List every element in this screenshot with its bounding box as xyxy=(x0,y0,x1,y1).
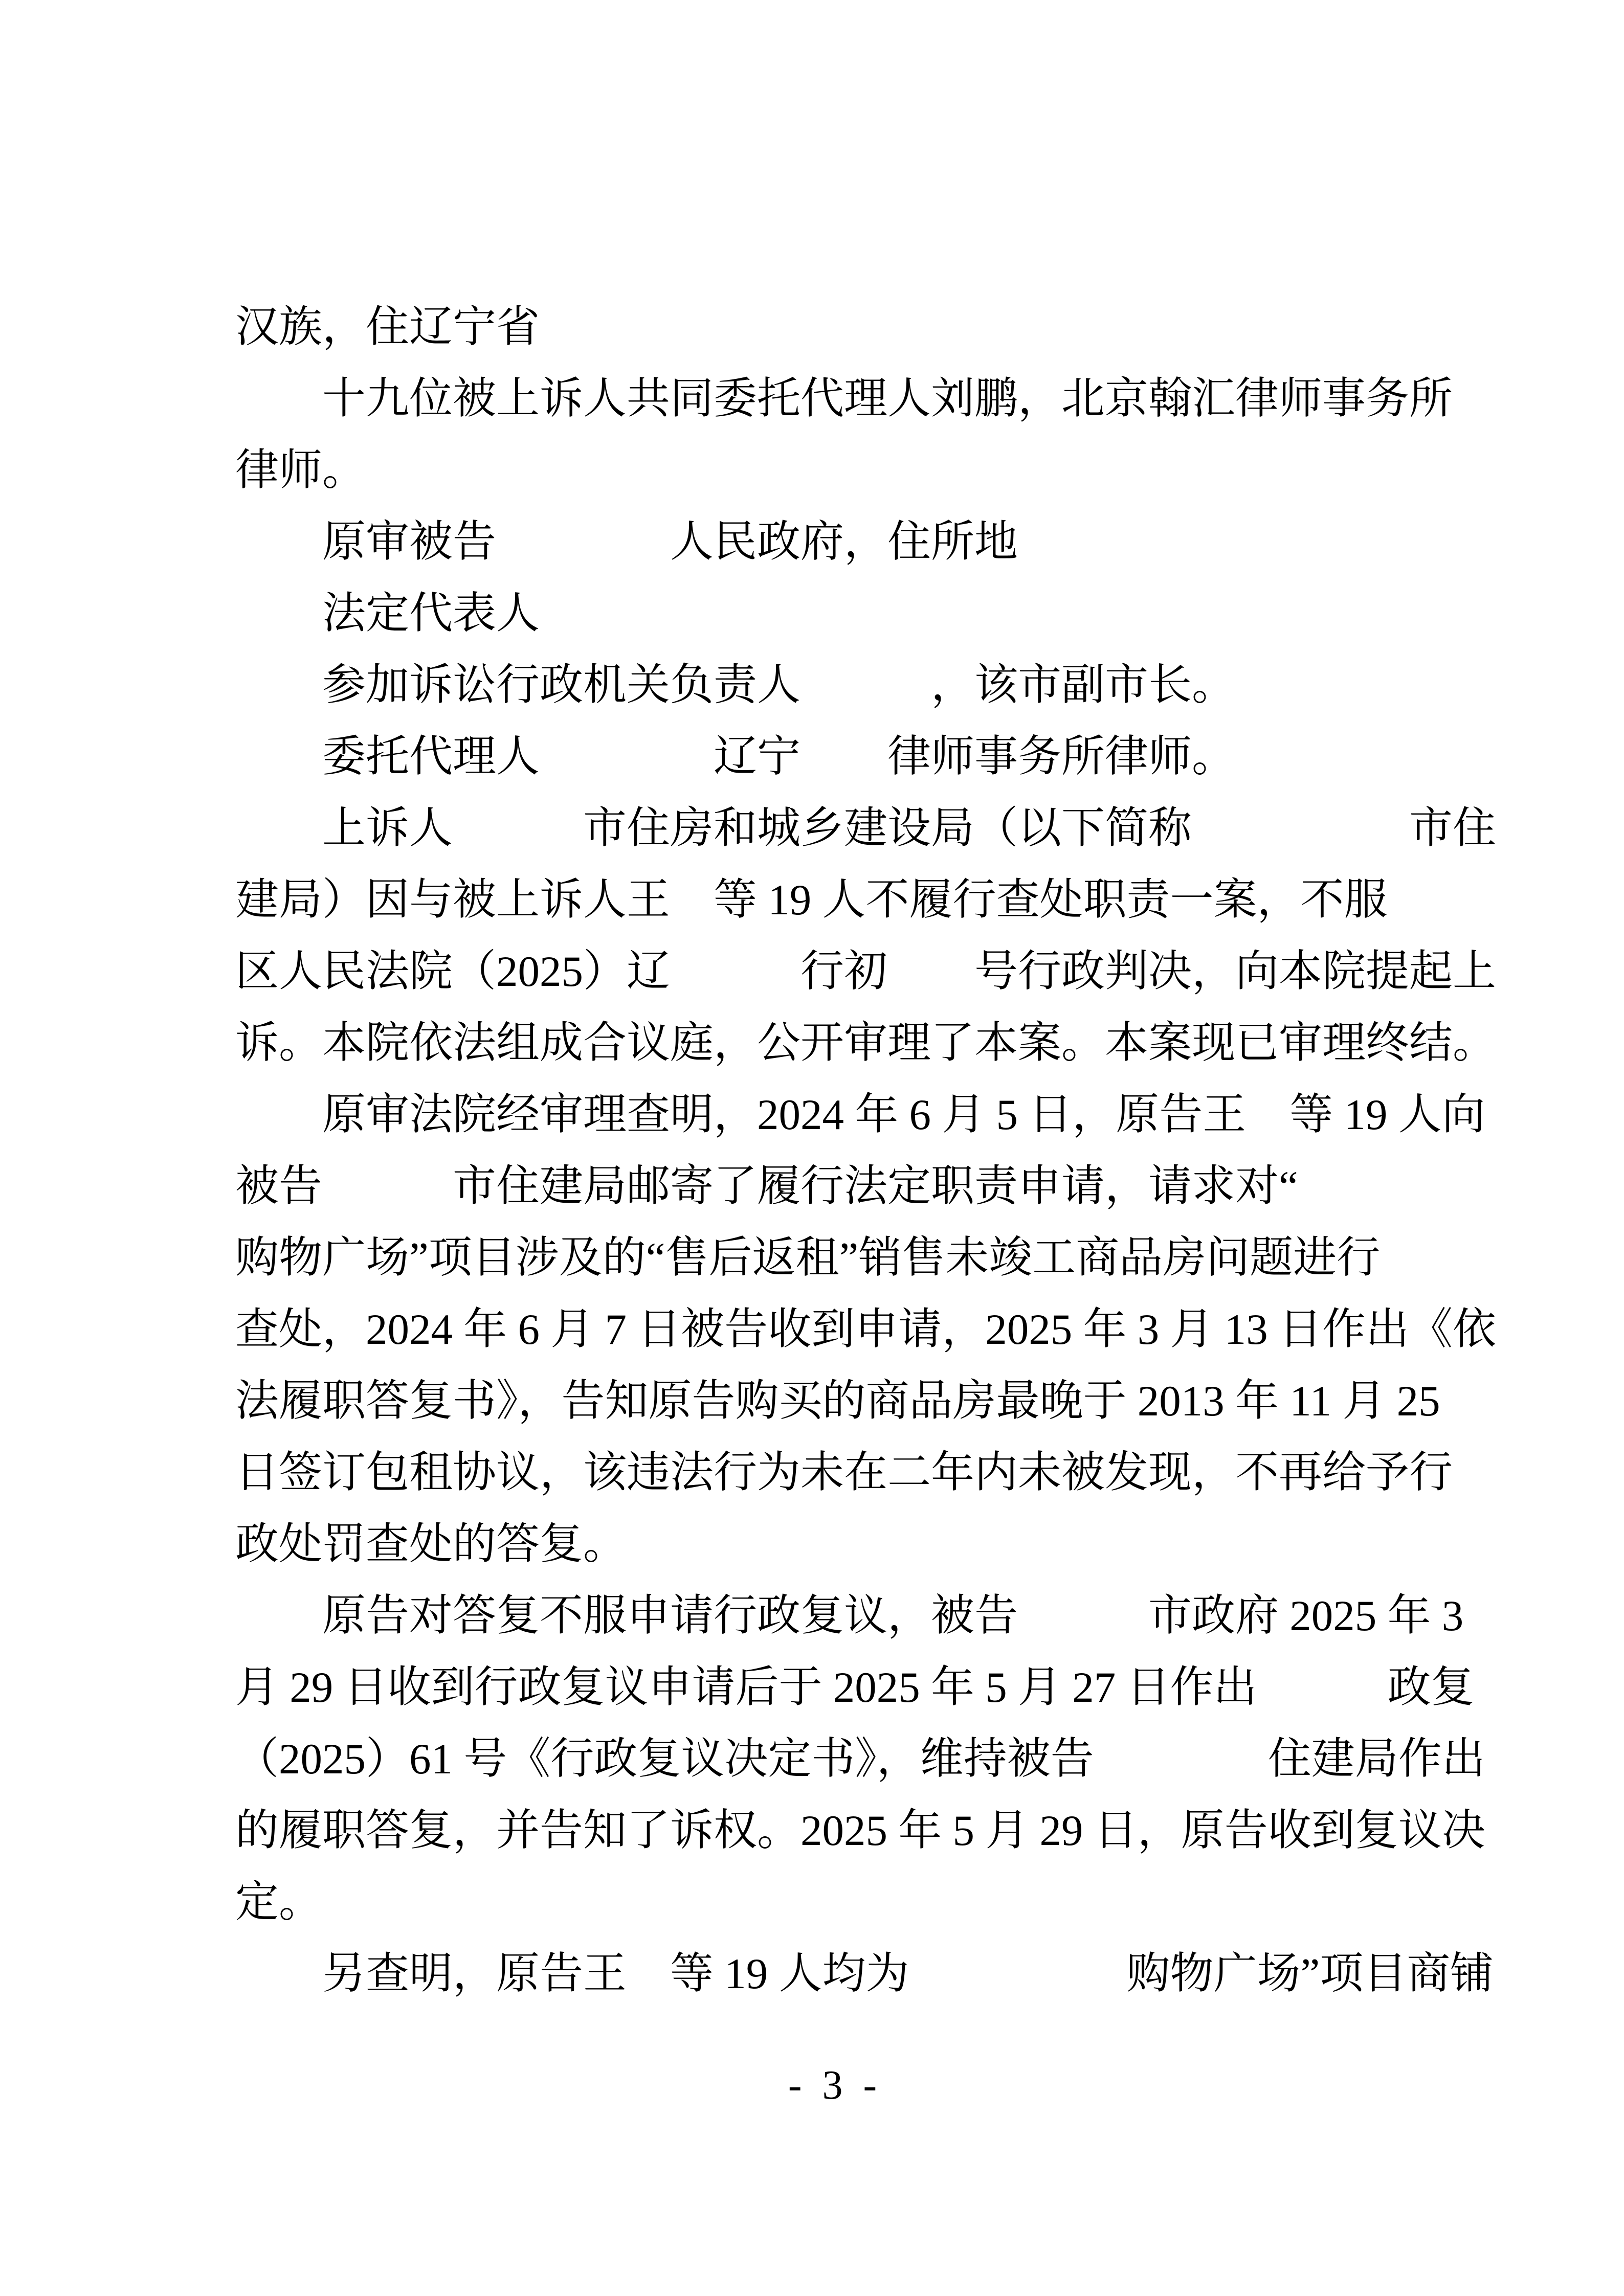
judgment-line: 区人民法院（2025）辽 行初 号行政判决，向本院提起上 xyxy=(235,948,1497,996)
judgment-line: 诉。本院依法组成合议庭，公开审理了本案。本案现已审理终结。 xyxy=(235,1019,1497,1067)
judgment-line: 月 29 日收到行政复议申请后于 2025 年 5 月 27 日作出 政复 xyxy=(235,1663,1475,1712)
judgment-line: 上诉人 市住房和城乡建设局（以下简称 市住 xyxy=(322,804,1497,852)
judgment-line: 原告对答复不服申请行政复议，被告 市政府 2025 年 3 xyxy=(322,1592,1464,1640)
page-number: - 3 - xyxy=(788,2063,877,2108)
judgment-line: 被告 市住建局邮寄了履行法定职责申请，请求对“ xyxy=(235,1162,1298,1210)
judgment-line: 另查明，原告王 等 19 人均为 购物广场”项目商铺 xyxy=(322,1950,1494,1998)
judgment-line: 原审被告 人民政府，住所地 xyxy=(322,518,1018,566)
judgment-line: 日签订包租协议，该违法行为未在二年内未被发现，不再给予行 xyxy=(235,1449,1453,1497)
judgment-line: 法履职答复书》，告知原告购买的商品房最晚于 2013 年 11 月 25 xyxy=(235,1377,1440,1425)
judgment-line: 政处罚查处的答复。 xyxy=(235,1520,627,1568)
judgment-line: 参加诉讼行政机关负责人 ，该市副市长。 xyxy=(322,661,1236,709)
judgment-line: 的履职答复，并告知了诉权。2025 年 5 月 29 日，原告收到复议决 xyxy=(235,1807,1485,1855)
judgment-line: 建局）因与被上诉人王 等 19 人不履行查处职责一案，不服 xyxy=(235,876,1388,924)
judgment-text-block xyxy=(235,291,1496,2010)
judgment-line: 委托代理人 辽宁 律师事务所律师。 xyxy=(322,733,1236,781)
judgment-line: 购物广场”项目涉及的“售后返租”销售未竣工商品房问题进行 xyxy=(235,1234,1381,1282)
judgment-line: 汉族，住辽宁省 xyxy=(235,303,540,351)
judgment-line: 原审法院经审理查明，2024 年 6 月 5 日，原告王 等 19 人向 xyxy=(322,1091,1485,1139)
judgment-line: 十九位被上诉人共同委托代理人刘鹏，北京翰汇律师事务所 xyxy=(322,375,1453,423)
judgment-line: 查处，2024 年 6 月 7 日被告收到申请，2025 年 3 月 13 日作出《依 xyxy=(235,1305,1497,1354)
judgment-line: （2025）61 号《行政复议决定书》，维持被告 住建局作出 xyxy=(235,1735,1485,1783)
judgment-line: 法定代表人 xyxy=(322,590,540,638)
judgment-line: 定。 xyxy=(235,1878,323,1926)
judgment-line: 律师。 xyxy=(235,446,366,494)
